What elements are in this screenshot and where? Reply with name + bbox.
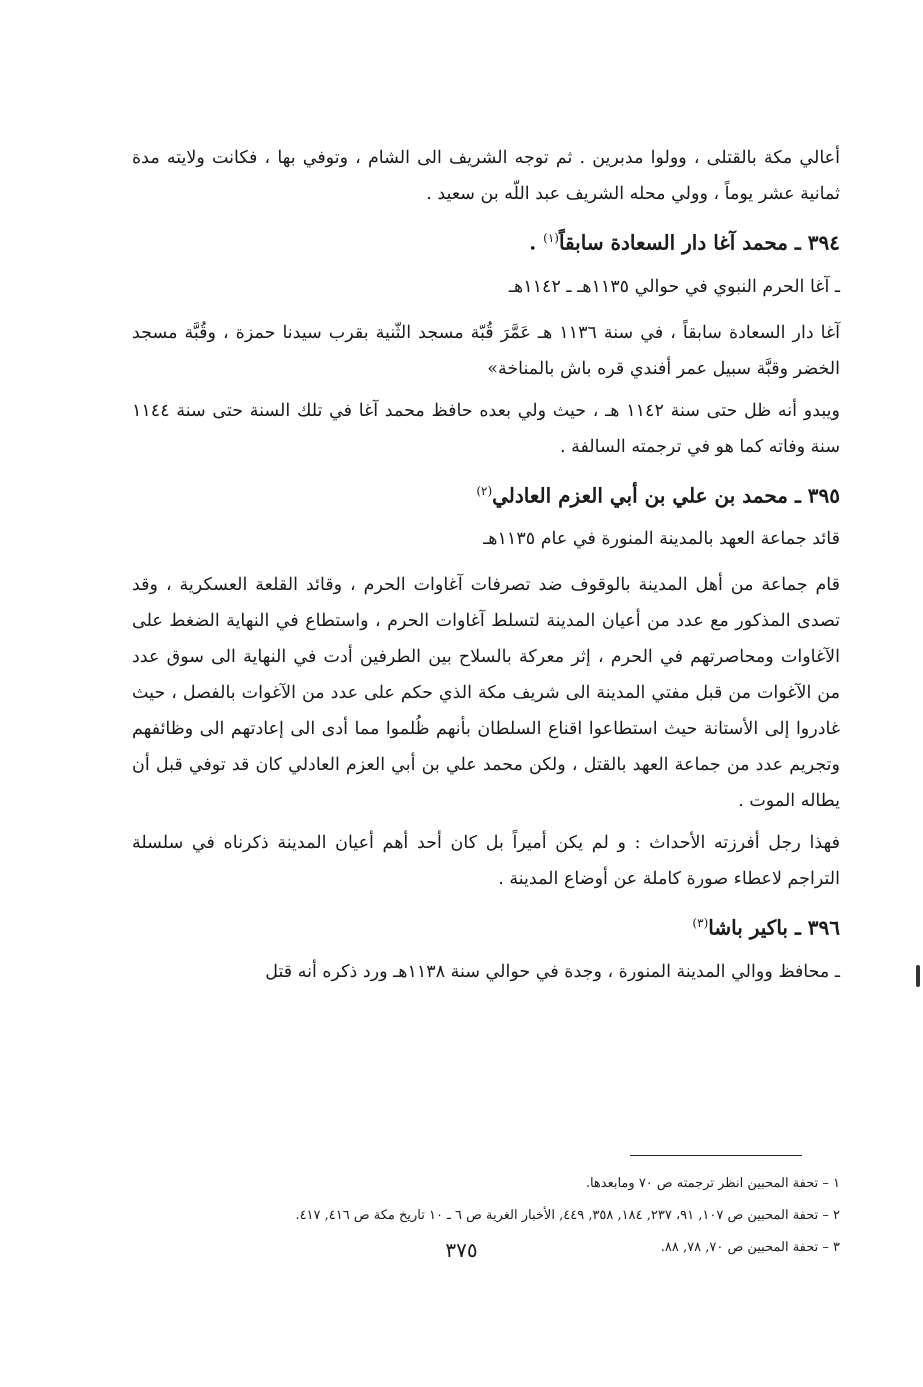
footnote-3: ٣ – تحفة المحبين ص ٧٠, ٧٨, ٨٨. xyxy=(660,1240,840,1255)
entry-396-heading xyxy=(132,903,840,948)
page-body xyxy=(132,140,840,996)
scan-edge-mark xyxy=(916,965,920,987)
entry-395-heading xyxy=(132,471,840,516)
paragraph-entry-394-a: آغا دار السعادة سابقاً ، في سنة ١١٣٦ هـ عَمَّرَ قُبّة مسجد الثّنية بقرب سيدنا حمزة ، وقُبَّة مسجد الخضر وقبَّة سبيل عمر أفندي قره باش بالمناخة» xyxy=(132,322,840,379)
entry-394-heading xyxy=(132,218,840,263)
footnote-ref-2[interactable]: (٢) xyxy=(476,483,493,498)
entry-394-tail: . xyxy=(529,230,544,255)
paragraph-entry-394-b: ويبدو أنه ظل حتى سنة ١١٤٢ هـ ، حيث ولي بعده حافظ محمد آغا في تلك السنة حتى سنة ١١٤٤ سنة وفاته كما هو في ترجمته السالفة . xyxy=(132,400,840,457)
paragraph-entry-396: ـ محافظ ووالي المدينة المنورة ، وجدة في حوالي سنة ١١٣٨هـ ورد ذكره أنه قتل xyxy=(265,961,840,982)
page-number: ٣٧٥ xyxy=(445,1238,478,1262)
paragraph-intro: أعالي مكة بالقتلى ، وولوا مدبرين . ثم توجه الشريف الى الشام ، وتوفي بها ، فكانت ولايته مدة ثمانية عشر يوماً ، وولي محله الشريف عبد اللّه بن سعيد . xyxy=(132,148,840,204)
footnote-ref-1[interactable]: (١) xyxy=(543,231,559,245)
footnote-ref-3[interactable]: (٣) xyxy=(692,916,709,931)
entry-394-subtitle: ـ آغا الحرم النبوي في حوالي ١١٣٥هـ ـ ١١٤٢هـ xyxy=(508,276,840,297)
entry-394-title: ٣٩٤ ـ محمد آغا دار السعادة سابقاً xyxy=(558,230,840,255)
entry-395-subtitle: قائد جماعة العهد بالمدينة المنورة في عام ١١٣٥هـ xyxy=(483,529,840,550)
entry-396-title: ٣٩٦ ـ باكير باشا xyxy=(708,915,840,940)
paragraph-entry-395-b: فهذا رجل أفرزته الأحداث : و لم يكن أميراً بل كان أحد أهم أعيان المدينة ذكرناه في سلسلة التراجم لاعطاء صورة كاملة عن أوضاع المدينة . xyxy=(132,833,840,890)
footnote-divider xyxy=(630,1155,802,1156)
entry-395-title: ٣٩٥ ـ محمد بن علي بن أبي العزم العادلي xyxy=(492,483,840,508)
footnote-1: ١ – تحفة المحبين انظر ترجمته ص ٧٠ ومابعدها. xyxy=(585,1176,840,1191)
paragraph-entry-395-a: قام جماعة من أهل المدينة بالوقوف ضد تصرفات آغاوات الحرم ، وقائد القلعة العسكرية ، وقد تصدى المذكور مع عدد من أعيان المدينة لتسلط آغاوات الحرم ، واستطاع في النهاية الضغط على الآغاوات ومحاصرتهم في الحرم ، إثر معركة بالسلاح بين الطرفين أدت في النهاية الى سوق عدد من الآغوات من قبل مفتي المدينة الى شريف مكة الذي حكم على عدد من الآغوات بالفصل ، حيث غادروا إلى الأستانة حيث استطاعوا اقناع السلطان بأنهم ظُلموا مما أدى الى إعادتهم الى وظائفهم وتجريم عدد من جماعة العهد بالقتل ، ولكن محمد علي بن أبي العزم العادلي كان قد توفي قبل أن يطاله الموت . xyxy=(132,575,840,812)
footnote-2: ٢ – تحفة المحبين ص ١٠٧, ٩١، ٢٣٧, ١٨٤, ٣٥٨, ٤٤٩, الأخبار الغرية ص ٦ ـ ١٠ تاريخ مكة ص ٤١٦, ٤١٧. xyxy=(295,1208,840,1223)
